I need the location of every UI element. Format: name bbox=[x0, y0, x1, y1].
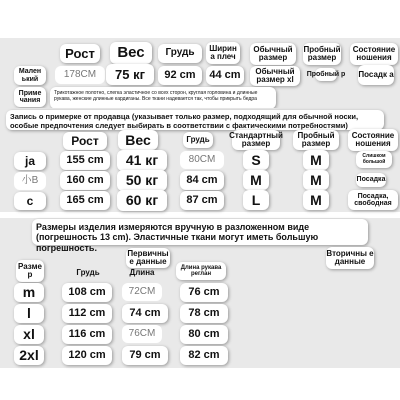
t3-header-length: Длина bbox=[129, 267, 155, 277]
t3-row2-length: 74 cm bbox=[122, 304, 168, 323]
t2-header-weight: Вес bbox=[118, 130, 158, 150]
t3-row2-size: l bbox=[14, 304, 44, 323]
t3-row1-sleeve: 76 cm bbox=[180, 283, 228, 302]
notes-text: Трикотажное полотно, слегка эластичное со всех сторон, круглая горловина и длинные рукава, женские длинные кардиганы. Все ткани надевается так, чтобы прикрыть бедра bbox=[50, 87, 276, 109]
t2-row1-weight: 41 кг bbox=[117, 150, 167, 171]
measure-intro: Размеры изделия измеряются вручную в разложенном виде (погрешность 13 cm). Эластичные ткани могут иметь большую погрешность. bbox=[32, 219, 368, 245]
header-regular-size: Обычный размер bbox=[250, 43, 296, 65]
t2-header-std-size: Стандартный размер bbox=[229, 130, 283, 148]
header-wear-state: Состояние ношения bbox=[350, 43, 398, 65]
t2-row1-state: Слишком большой bbox=[356, 151, 392, 168]
t2-row1-std: S bbox=[243, 150, 269, 170]
t3-header-secondary: Вторичны е данные bbox=[326, 247, 374, 269]
model-chest: 92 cm bbox=[158, 66, 202, 85]
t3-row3-length: 76CM bbox=[122, 325, 162, 343]
t2-row2-trial: M bbox=[303, 170, 329, 190]
t2-row3-height: 165 cm bbox=[60, 191, 110, 210]
t3-row2-sleeve: 78 cm bbox=[180, 304, 228, 323]
notes-label: Приме чания bbox=[14, 87, 46, 107]
t2-row1-label: ja bbox=[14, 152, 46, 170]
model-trial-size: Пробный р bbox=[315, 68, 337, 81]
t3-header-size: Разме р bbox=[16, 260, 44, 282]
t3-row1-size: m bbox=[14, 283, 44, 302]
t2-row1-trial: M bbox=[303, 150, 329, 170]
t3-header-raglan: Длина рукава реглан bbox=[176, 262, 226, 280]
t3-row4-length: 79 cm bbox=[122, 346, 168, 365]
t3-header-chest: Грудь bbox=[76, 267, 100, 277]
t2-row1-chest: 80CM bbox=[180, 151, 224, 169]
model-regular-size: Обычный размер xl bbox=[250, 66, 300, 86]
t2-row2-label: 小B bbox=[14, 172, 46, 190]
t2-row2-weight: 50 кг bbox=[117, 170, 167, 191]
t2-header-height: Рост bbox=[63, 132, 107, 150]
t3-row1-length: 72CM bbox=[122, 283, 162, 301]
t3-row2-chest: 112 cm bbox=[62, 304, 112, 323]
t3-row4-chest: 120 cm bbox=[62, 346, 112, 365]
header-chest: Грудь bbox=[158, 44, 202, 63]
t3-row4-size: 2xl bbox=[14, 346, 44, 365]
header-shoulder: Ширин а плеч bbox=[206, 42, 240, 64]
model-shoulder: 44 cm bbox=[206, 66, 244, 85]
t3-row4-sleeve: 82 cm bbox=[180, 346, 228, 365]
model-weight: 75 кг bbox=[106, 64, 154, 85]
t2-row2-state: Посадка bbox=[356, 173, 386, 187]
row-label-model: Мален ький bbox=[14, 66, 46, 85]
model-wear-state: Посадк а bbox=[358, 65, 394, 85]
header-height: Рост bbox=[60, 44, 100, 63]
t2-row3-weight: 60 кг bbox=[117, 190, 167, 211]
t3-header-primary: Первичны е данные bbox=[127, 248, 169, 266]
t2-row2-height: 160 cm bbox=[60, 171, 110, 190]
t2-row2-chest: 84 cm bbox=[180, 171, 224, 190]
t2-row3-chest: 87 cm bbox=[180, 191, 224, 210]
t2-row3-std: L bbox=[243, 190, 269, 210]
t2-row2-std: M bbox=[243, 170, 269, 190]
model-height: 178CM bbox=[55, 66, 105, 84]
header-trial-size: Пробный размер bbox=[303, 43, 341, 65]
t2-header-chest: Грудь bbox=[183, 132, 213, 148]
t2-row3-trial: M bbox=[303, 190, 329, 210]
t2-header-wear-state: Состояние ношения bbox=[348, 129, 398, 151]
t2-header-trial-size: Пробный размер bbox=[293, 130, 339, 150]
t3-row3-sleeve: 80 cm bbox=[180, 325, 228, 344]
t2-row3-state: Посадка, свободная bbox=[348, 190, 398, 210]
fitting-intro: Запись о примерке от продавца (указывает только размер, подходящий для обычной носки, особые предпочтения следует выбирать в соответствии с фактическими потребностями) bbox=[6, 110, 384, 130]
t3-row3-chest: 116 cm bbox=[62, 325, 112, 344]
t2-row3-label: c bbox=[14, 192, 46, 210]
header-weight: Вес bbox=[110, 42, 152, 64]
t2-row1-height: 155 cm bbox=[60, 151, 110, 170]
t3-row1-chest: 108 cm bbox=[62, 283, 112, 302]
t3-row3-size: xl bbox=[14, 325, 44, 344]
